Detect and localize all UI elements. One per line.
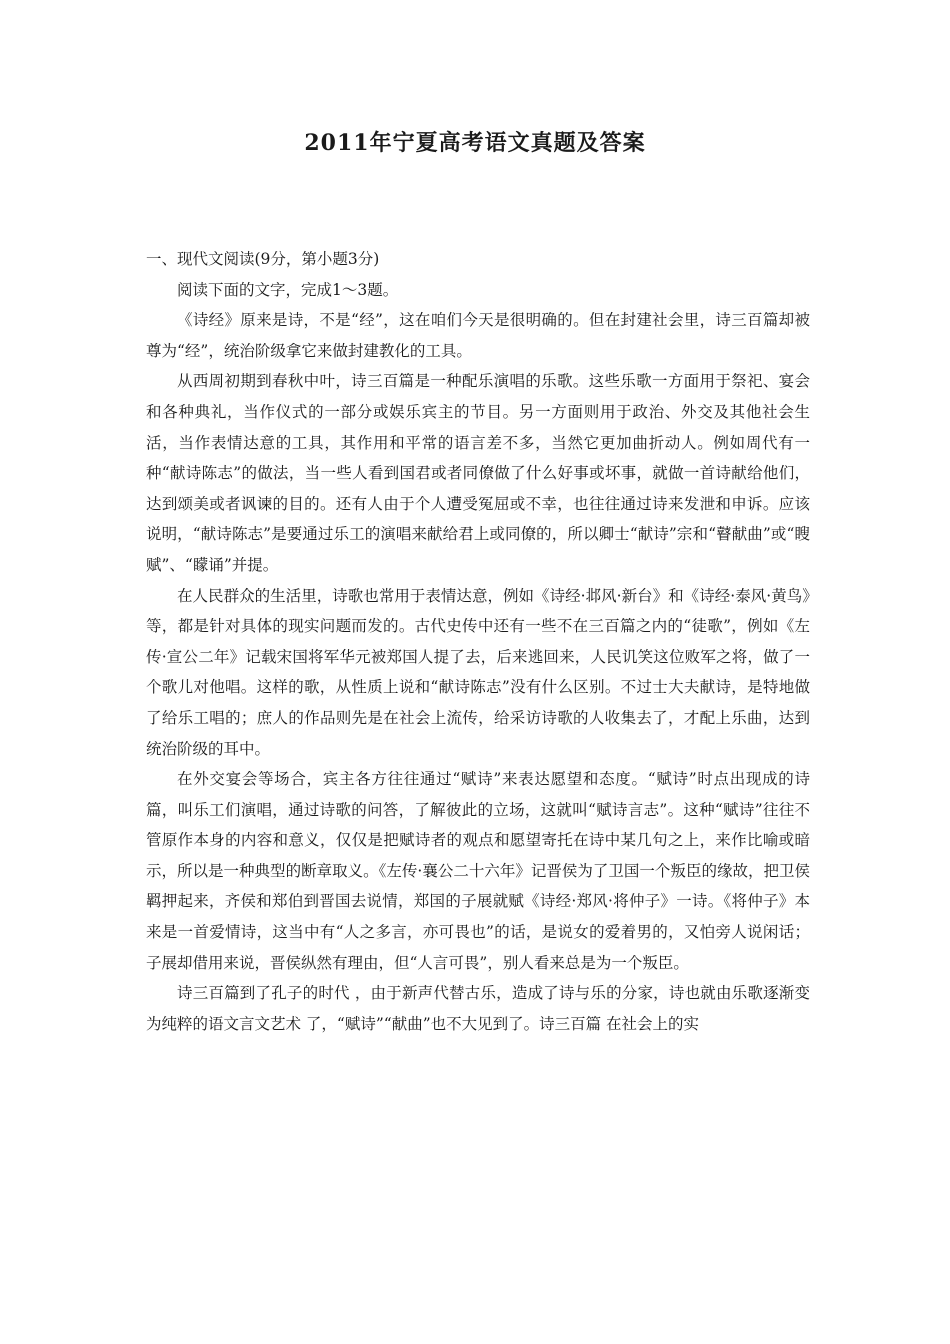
paragraph: 《诗经》原来是诗，不是“经”，这在咱们今天是很明确的。但在封建社会里，诗三百篇却被尊为“经”，统治阶级拿它来做封建教化的工具。 bbox=[146, 311, 810, 360]
paragraph: 从西周初期到春秋中叶，诗三百篇是一种配乐演唱的乐歌。这些乐歌一方面用于祭祀、宴会和各种典礼，当作仪式的一部分或娱乐宾主的节目。另一方面则用于政治、外交及其他社会生活，当作表情达意的工具，其作用和平常的语言差不多，当然它更加曲折动人。例如周代有一种“献诗陈志”的做法，当一些人看到国君或者同僚做了什么好事或坏事，就做一首诗献给他们，达到颂美或者讽谏的目的。还有人由于个人遭受冤屈或不幸，也往往通过诗来发泄和申诉。应该说明，“献诗陈志”是要通过乐工的演唱来献给君上或同僚的，所以卿士“献诗”宗和“瞽献曲”或“瞍赋”、“矇诵”并提。 bbox=[146, 372, 810, 574]
document-body bbox=[146, 244, 810, 1039]
section-heading: 一、现代文阅读(9分，第小题3分) bbox=[146, 250, 380, 268]
paragraph: 诗三百篇到了孔子的时代 ，由于新声代替古乐，造成了诗与乐的分家，诗也就由乐歌逐渐变为纯粹的语文言文艺术 了，“赋诗”“献曲”也不大见到了。诗三百篇 在社会上的实 bbox=[146, 984, 810, 1033]
page-title: 2011年宁夏高考语文真题及答案 bbox=[304, 130, 646, 156]
paragraph: 在外交宴会等场合，宾主各方往往通过“赋诗”来表达愿望和态度。“赋诗”时点出现成的诗篇，叫乐工们演唱，通过诗歌的问答，了解彼此的立场，这就叫“赋诗言志”。这种“赋诗”往往不管原作本身的内容和意义，仅仅是把赋诗者的观点和愿望寄托在诗中某几句之上，来作比喻或暗示，所以是一种典型的断章取义。《左传·襄公二十六年》记晋侯为了卫国一个叛臣的缘故，把卫侯羁押起来，齐侯和郑伯到晋国去说情，郑国的子展就赋《诗经·郑风·将仲子》一诗。《将仲子》本来是一首爱情诗，这当中有“人之多言，亦可畏也”的话，是说女的爱着男的，又怕旁人说闲话；子展却借用来说，晋侯纵然有理由，但“人言可畏”，别人看来总是为一个叛臣。 bbox=[146, 770, 810, 972]
instruction-text: 阅读下面的文字，完成1～3题。 bbox=[177, 280, 399, 299]
paragraph: 在人民群众的生活里，诗歌也常用于表情达意，例如《诗经·邶风·新台》和《诗经·泰风·黄鸟》等，都是针对具体的现实问题而发的。古代史传中还有一些不在三百篇之内的“徒歌”，例如《左传·宣公二年》记载宋国将军华元被郑国人提了去，后来逃回来，人民讥笑这位败军之将，做了一个歌儿对他唱。这样的歌，从性质上说和“献诗陈志”没有什么区别。不过士大夫献诗，是特地做了给乐工唱的；庶人的作品则先是在社会上流传，给采访诗歌的人收集去了，才配上乐曲，达到统治阶级的耳中。 bbox=[146, 586, 810, 758]
